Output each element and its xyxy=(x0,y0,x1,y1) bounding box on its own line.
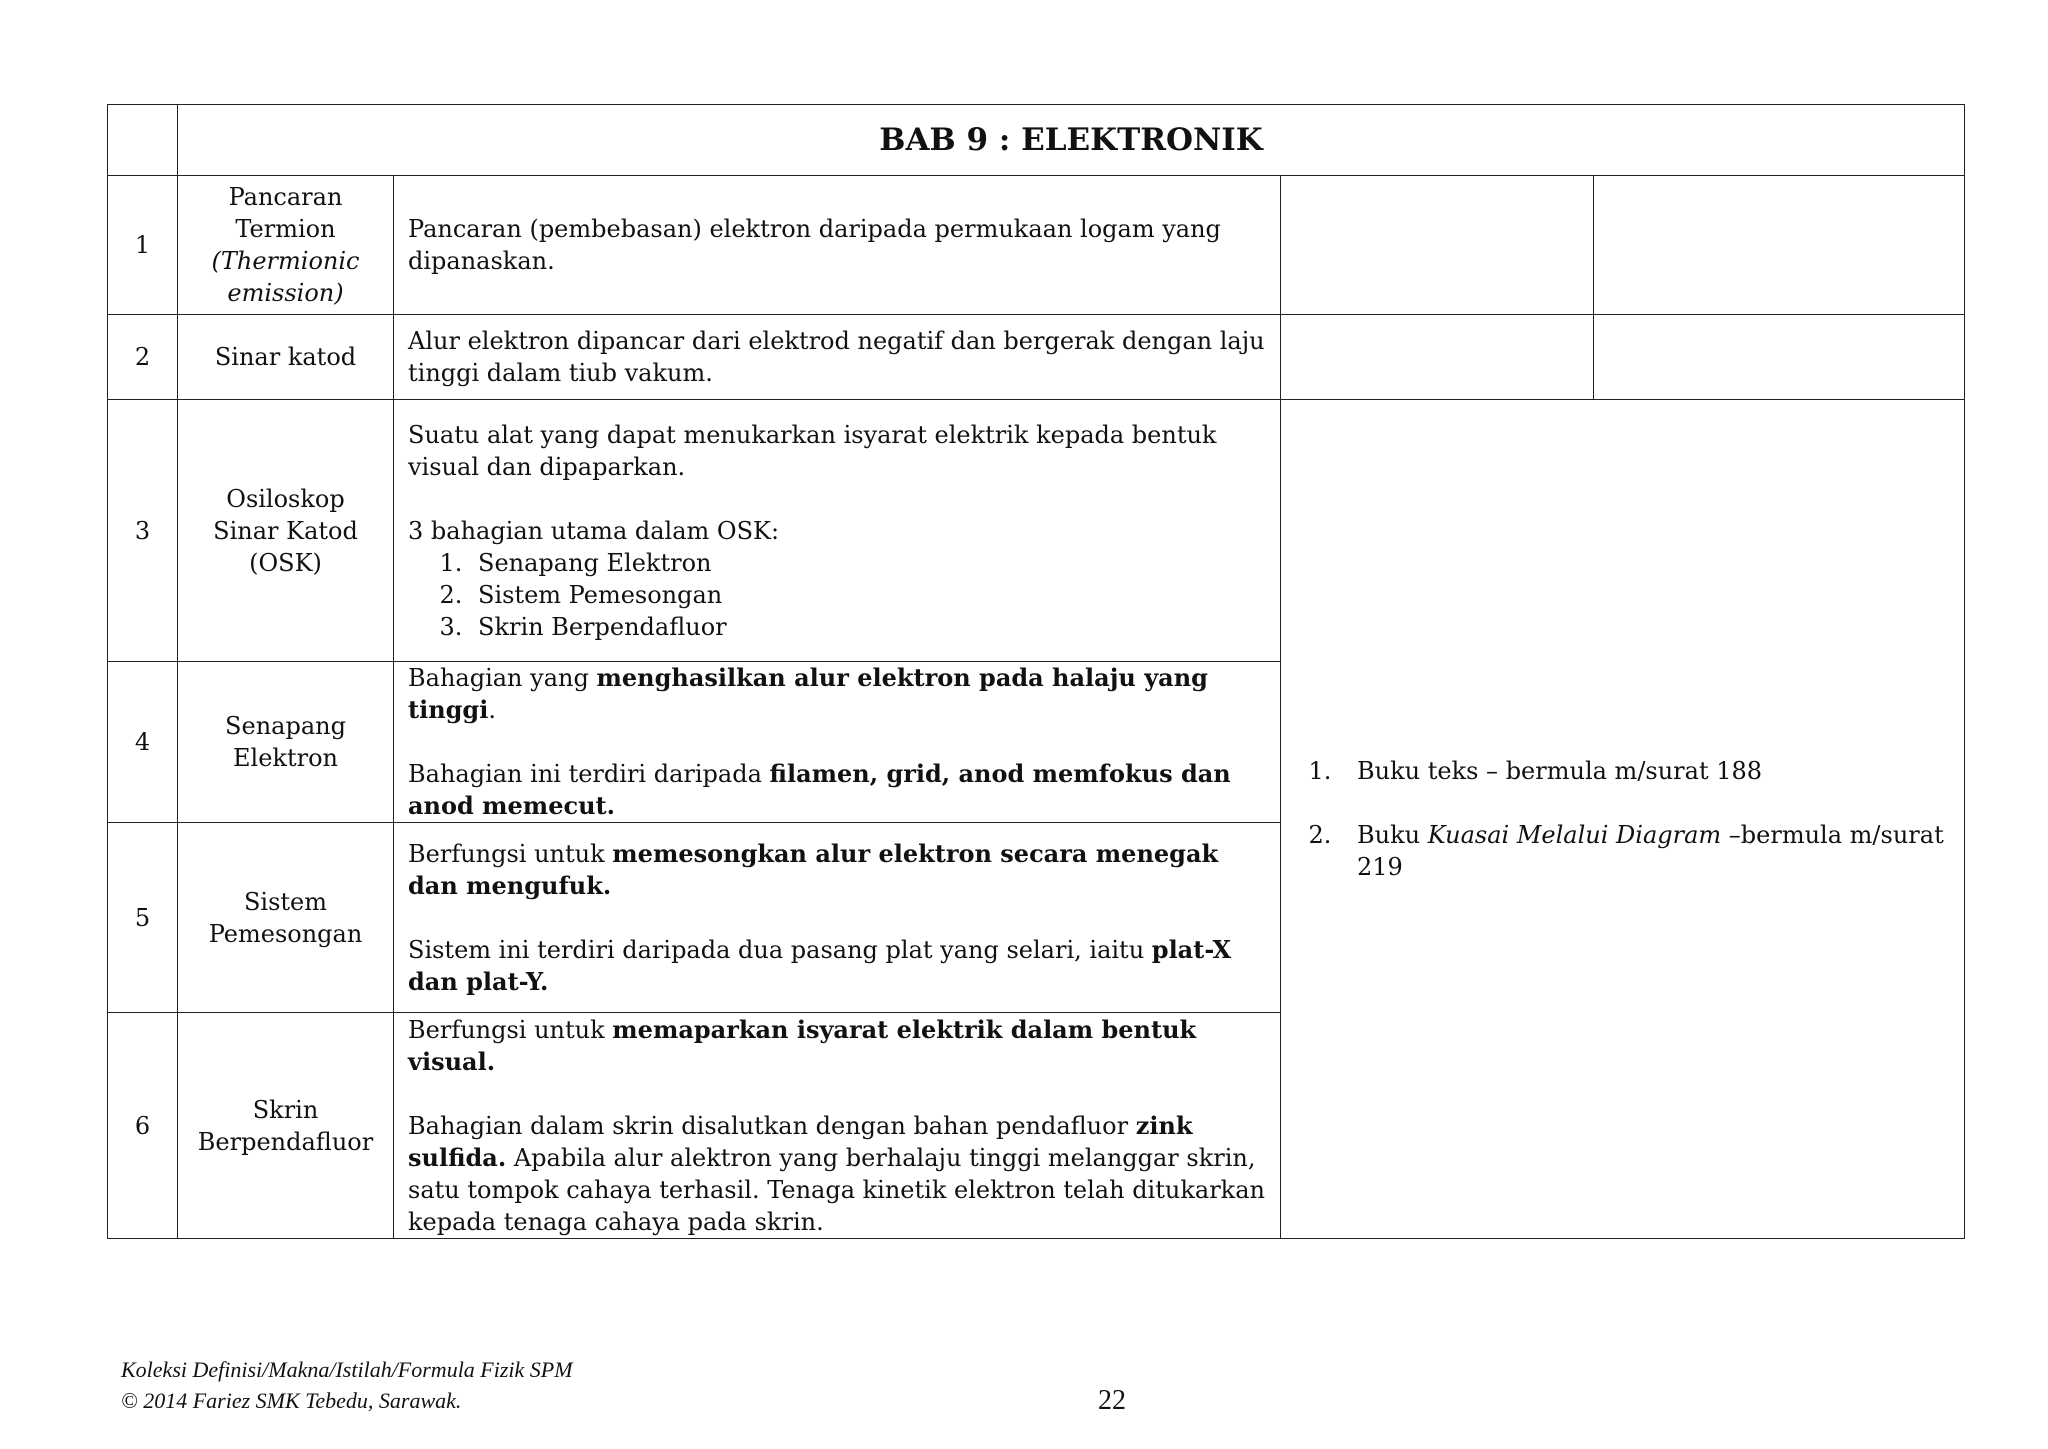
definition-text: Berfungsi untuk memaparkan isyarat elektrik dalam bentuk visual. xyxy=(408,1014,1197,1076)
definition-text: Berfungsi untuk memesongkan alur elektron secara menegak dan mengufuk. xyxy=(408,838,1219,900)
definition-cell xyxy=(394,662,1281,823)
definition-text: Alur elektron dipancar dari elektrod negatif dan bergerak dengan laju tinggi dalam tiub vakum. xyxy=(408,327,1265,387)
footer-credit xyxy=(121,1354,573,1416)
reference-item: 1. Buku teks – bermula m/surat 188 xyxy=(1339,755,1950,787)
book-title: Kuasai Melalui Diagram xyxy=(1427,821,1722,849)
definitions-table xyxy=(107,104,1965,1239)
row-number: 2 xyxy=(108,315,178,400)
definition-cell xyxy=(394,1013,1281,1239)
list-item: 1. Senapang Elektron xyxy=(470,547,1266,579)
empty-cell xyxy=(1281,315,1594,400)
table-header-row xyxy=(108,105,1965,176)
page-number: 22 xyxy=(1098,1385,1126,1416)
definition-text: Pancaran (pembebasan) elektron daripada permukaan logam yang dipanaskan. xyxy=(408,215,1221,275)
term-cell: Sistem Pemesongan xyxy=(178,823,394,1013)
definition-cell xyxy=(394,823,1281,1013)
row-number: 1 xyxy=(108,176,178,315)
term-cell: Sinar katod xyxy=(178,315,394,400)
term-name: Pancaran Termion xyxy=(228,183,343,243)
header-empty-cell xyxy=(108,105,178,176)
definition-text: Bahagian dalam skrin disalutkan dengan bahan pendafluor zink sulfida. Apabila alur alektron yang berhalaju tinggi melanggar skrin, satu tompok cahaya terhasil. Tenaga kinetik elektron telah ditukarkan kepada tenaga cahaya pada skrin. xyxy=(408,1110,1265,1236)
term-english: (Thermionic emission) xyxy=(211,247,360,307)
reference-item: 2. Buku Kuasai Melalui Diagram –bermula m/surat 219 xyxy=(1339,819,1950,883)
term-cell: Skrin Berpendafluor xyxy=(178,1013,394,1239)
definition-text: Suatu alat yang dapat menukarkan isyarat elektrik kepada bentuk visual dan dipaparkan. xyxy=(408,420,1217,481)
footer-collection-title: Koleksi Definisi/Makna/Istilah/Formula Fizik SPM xyxy=(121,1357,573,1382)
row-number: 3 xyxy=(108,400,178,662)
definition-cell xyxy=(394,400,1281,662)
table-row xyxy=(108,400,1965,662)
term-cell xyxy=(178,176,394,315)
chapter-title: BAB 9 : ELEKTRONIK xyxy=(178,105,1965,176)
row-number: 6 xyxy=(108,1013,178,1239)
parts-heading: 3 bahagian utama dalam OSK: xyxy=(408,516,780,545)
references-cell xyxy=(1281,400,1965,1239)
definition-text: Bahagian ini terdiri daripada filamen, grid, anod memfokus dan anod memecut. xyxy=(408,759,1231,820)
empty-cell xyxy=(1594,176,1965,315)
empty-cell xyxy=(1281,176,1594,315)
table-row xyxy=(108,176,1965,315)
definition-text: Bahagian yang menghasilkan alur elektron pada halaju yang tinggi. xyxy=(408,663,1208,724)
table-row xyxy=(108,315,1965,400)
list-item: 2. Sistem Pemesongan xyxy=(470,579,1266,611)
definition-cell xyxy=(394,315,1281,400)
row-number: 4 xyxy=(108,662,178,823)
references-list xyxy=(1295,755,1950,883)
term-cell: Osiloskop Sinar Katod (OSK) xyxy=(178,400,394,662)
definition-text: Sistem ini terdiri daripada dua pasang plat yang selari, iaitu plat-X dan plat-Y. xyxy=(408,934,1232,996)
empty-cell xyxy=(1594,315,1965,400)
parts-list xyxy=(408,547,1266,643)
definition-cell xyxy=(394,176,1281,315)
footer-copyright: © 2014 Fariez SMK Tebedu, Sarawak. xyxy=(121,1388,462,1413)
term-cell: Senapang Elektron xyxy=(178,662,394,823)
list-item: 3. Skrin Berpendafluor xyxy=(470,611,1266,643)
row-number: 5 xyxy=(108,823,178,1013)
